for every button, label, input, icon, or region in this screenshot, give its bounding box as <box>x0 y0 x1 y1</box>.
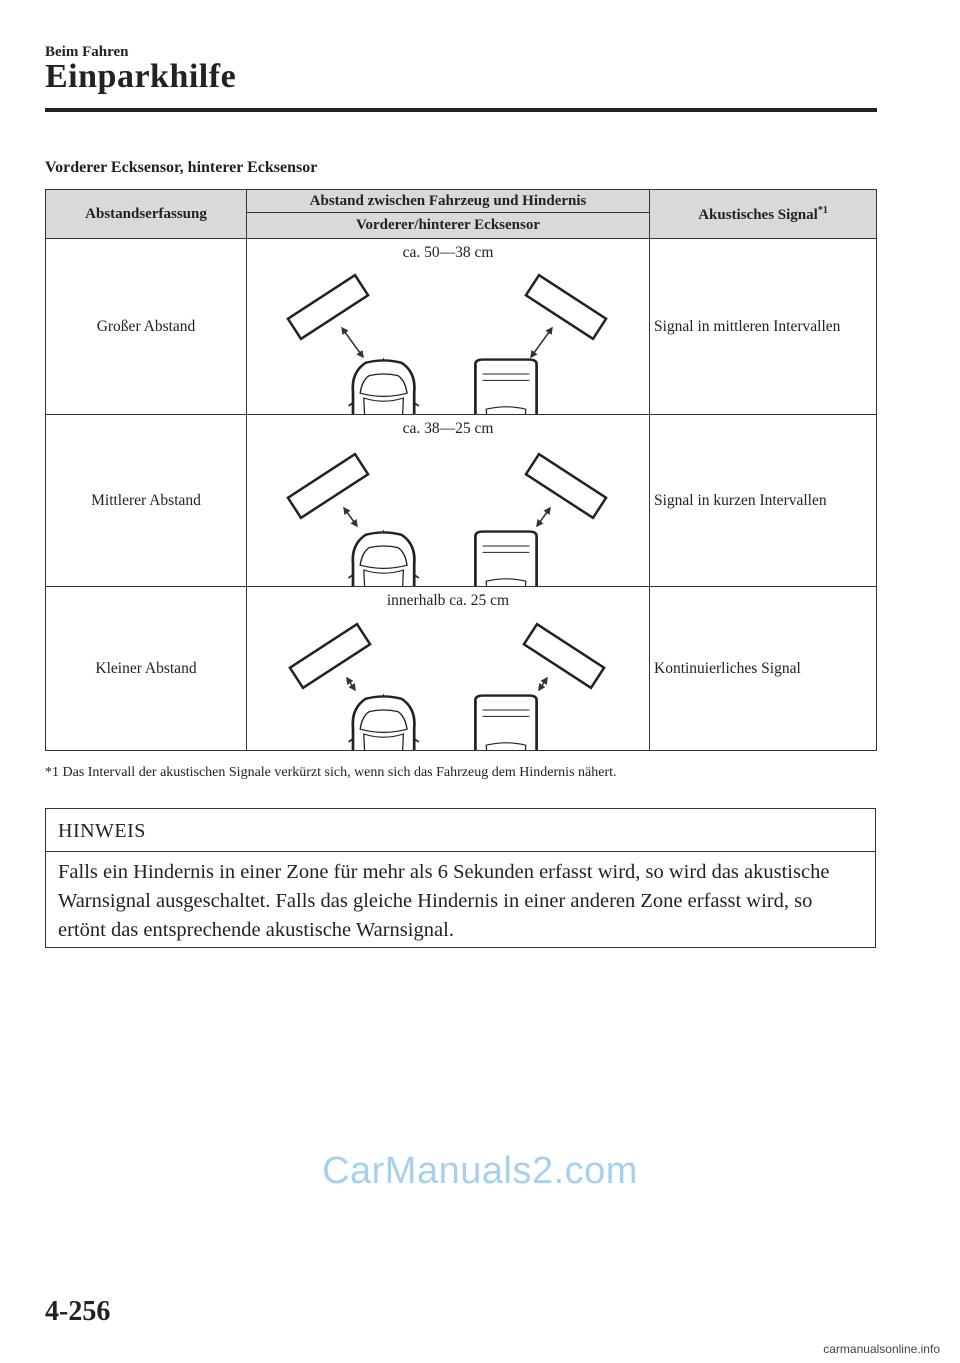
column-subheader-sensor: Vorderer/hinterer Ecksensor <box>247 213 650 239</box>
distance-diagram <box>247 587 650 751</box>
car-top-rear-icon <box>471 532 541 586</box>
row-label: Großer Abstand <box>46 239 247 415</box>
distance-arrow-icon <box>539 678 547 690</box>
footnote: *1 Das Intervall der akustischen Signale verkürzt sich, wenn sich das Fahrzeug dem Hindernis nähert. <box>45 765 617 780</box>
note-body: Falls ein Hindernis in einer Zone für mehr als 6 Sekunden erfasst wird, so wird das akustische Warnsignal ausgeschaltet. Falls das gleiche Hindernis in einer anderen Zone erfasst wird, so ertönt das entsprechende akustische Warnsignal. <box>58 861 830 941</box>
distance-diagram <box>247 415 650 587</box>
row-label: Mittlerer Abstand <box>46 415 247 587</box>
table-row <box>46 415 877 587</box>
distance-range: innerhalb ca. 25 cm <box>386 592 510 609</box>
car-top-front-icon <box>349 694 419 750</box>
site-watermark: carmanualsonline.info <box>823 1342 940 1356</box>
page-number: 4-256 <box>45 1296 111 1327</box>
obstacle-bar-icon <box>526 275 606 339</box>
distance-arrow-icon <box>537 508 550 526</box>
signal-description: Kontinuierliches Signal <box>650 587 877 751</box>
obstacle-bar-icon <box>290 624 370 688</box>
car-top-front-icon <box>349 530 419 586</box>
distance-range: ca. 38—25 cm <box>402 420 494 437</box>
note-box <box>45 808 876 948</box>
distance-arrow-icon <box>344 508 357 526</box>
title-divider <box>45 108 877 112</box>
table-row <box>46 239 877 415</box>
row-label: Kleiner Abstand <box>46 587 247 751</box>
car-top-rear-icon <box>471 696 541 750</box>
table-row <box>46 587 877 751</box>
signal-description: Signal in mittleren Intervallen <box>650 239 877 415</box>
page-title: Einparkhilfe <box>45 58 237 95</box>
car-top-front-icon <box>349 358 419 414</box>
distance-diagram <box>247 239 650 415</box>
note-heading: HINWEIS <box>46 809 875 852</box>
obstacle-bar-icon <box>288 454 368 518</box>
sensor-diagram-medium <box>248 438 648 586</box>
column-header-distance: Abstand zwischen Fahrzeug und Hindernis <box>247 190 650 213</box>
section-label: Beim Fahren <box>45 44 129 60</box>
section-caption: Vorderer Ecksensor, hinterer Ecksensor <box>45 159 318 176</box>
signal-description: Signal in kurzen Intervallen <box>650 415 877 587</box>
sensor-diagram-large <box>248 262 648 414</box>
footnote-marker: *1 <box>817 204 828 216</box>
obstacle-bar-icon <box>288 275 368 339</box>
car-top-rear-icon <box>471 360 541 414</box>
distance-range: ca. 50—38 cm <box>402 244 494 261</box>
watermark: CarManuals2.com <box>322 1150 638 1192</box>
column-header-detection: Abstandserfassung <box>46 190 247 239</box>
sensor-distance-table <box>45 189 877 751</box>
distance-arrow-icon <box>531 328 552 357</box>
obstacle-bar-icon <box>526 454 606 518</box>
column-header-signal: Akustisches Signal$^{*1}$ <box>650 190 877 239</box>
distance-arrow-icon <box>342 328 363 357</box>
obstacle-bar-icon <box>524 624 604 688</box>
distance-arrow-icon <box>347 678 355 690</box>
sensor-diagram-small <box>248 610 648 750</box>
